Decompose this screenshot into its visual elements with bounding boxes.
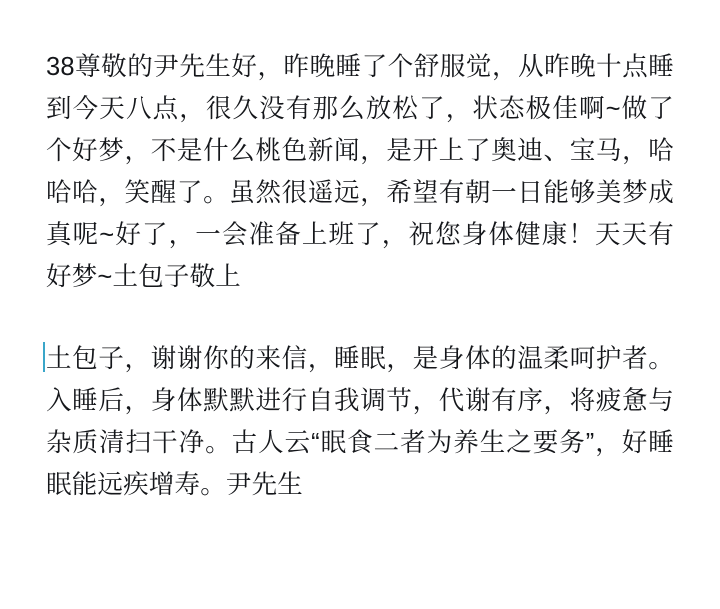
incoming-message-paragraph: 38尊敬的尹先生好，昨晚睡了个舒服觉，从昨晚十点睡到今天八点，很久没有那么放松了，状态极佳啊~做了个好梦，不是什么桃色新闻，是开上了奥迪、宝马，哈哈哈，笑醒了。虽然很遥远，希望有朝一日能够美梦成真呢~好了，一会准备上班了，祝您身体健康！天天有好梦~土包子敬上 <box>46 53 674 291</box>
text-caret-icon <box>43 342 45 372</box>
reply-message-paragraph[interactable]: 土包子，谢谢你的来信，睡眠，是身体的温柔呵护者。入睡后，身体默默进行自我调节，代谢有序，将疲惫与杂质清扫干净。古人云“眠食二者为养生之要务”，好睡眠能远疾增寿。尹先生 <box>46 345 674 499</box>
reply-block <box>46 338 674 506</box>
